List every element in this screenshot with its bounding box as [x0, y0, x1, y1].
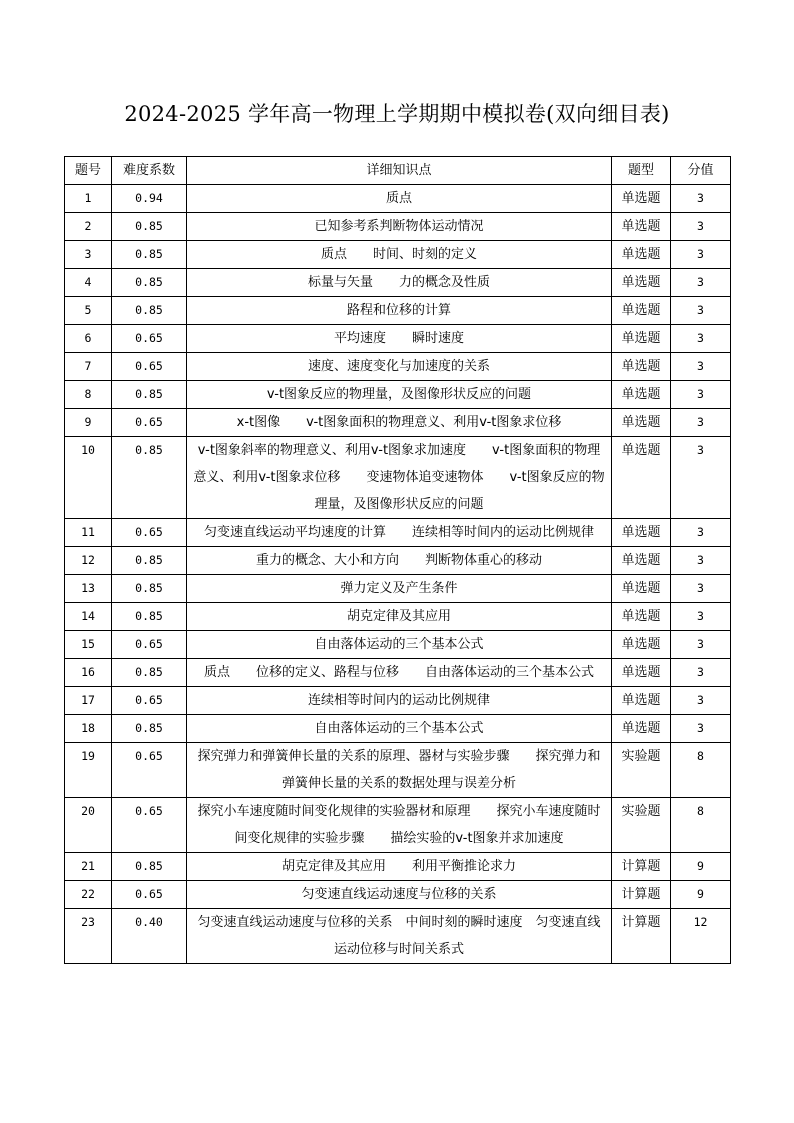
table-row: [65, 575, 731, 603]
cell-difficulty: 0.85: [112, 547, 187, 575]
cell-no: 22: [65, 881, 112, 909]
table-row: [65, 241, 731, 269]
cell-no: 23: [65, 909, 112, 964]
cell-score: 3: [671, 687, 731, 715]
cell-no: 8: [65, 381, 112, 409]
cell-type: 单选题: [612, 547, 671, 575]
cell-difficulty: 0.65: [112, 353, 187, 381]
cell-difficulty: 0.65: [112, 631, 187, 659]
cell-type: 计算题: [612, 909, 671, 964]
table-row: [65, 519, 731, 547]
cell-no: 21: [65, 853, 112, 881]
cell-detail: 弹力定义及产生条件: [187, 575, 612, 603]
table-row: [65, 325, 731, 353]
table-row: [65, 213, 731, 241]
cell-score: 8: [671, 798, 731, 853]
cell-type: 单选题: [612, 659, 671, 687]
cell-score: 9: [671, 881, 731, 909]
cell-type: 单选题: [612, 353, 671, 381]
cell-type: 单选题: [612, 213, 671, 241]
table-row: [65, 547, 731, 575]
cell-score: 3: [671, 409, 731, 437]
cell-detail: 质点: [187, 185, 612, 213]
cell-type: 单选题: [612, 325, 671, 353]
cell-no: 2: [65, 213, 112, 241]
cell-no: 18: [65, 715, 112, 743]
cell-type: 单选题: [612, 269, 671, 297]
cell-type: 单选题: [612, 519, 671, 547]
cell-detail: 质点 时间、时刻的定义: [187, 241, 612, 269]
cell-type: 单选题: [612, 437, 671, 519]
cell-score: 8: [671, 743, 731, 798]
cell-detail: 路程和位移的计算: [187, 297, 612, 325]
table-row: [65, 353, 731, 381]
cell-no: 19: [65, 743, 112, 798]
cell-detail: 质点 位移的定义、路程与位移 自由落体运动的三个基本公式: [187, 659, 612, 687]
cell-difficulty: 0.65: [112, 798, 187, 853]
cell-score: 3: [671, 353, 731, 381]
cell-type: 计算题: [612, 853, 671, 881]
cell-difficulty: 0.85: [112, 853, 187, 881]
cell-score: 3: [671, 325, 731, 353]
cell-score: 3: [671, 241, 731, 269]
cell-score: 3: [671, 437, 731, 519]
table-row: [65, 381, 731, 409]
cell-type: 实验题: [612, 798, 671, 853]
table-row: [65, 437, 731, 519]
cell-detail: 探究小车速度随时间变化规律的实验器材和原理 探究小车速度随时间变化规律的实验步骤 描绘实验的v-t图象并求加速度: [187, 798, 612, 853]
cell-difficulty: 0.65: [112, 743, 187, 798]
cell-detail: 自由落体运动的三个基本公式: [187, 631, 612, 659]
cell-detail: 标量与矢量 力的概念及性质: [187, 269, 612, 297]
cell-no: 13: [65, 575, 112, 603]
cell-no: 14: [65, 603, 112, 631]
cell-detail: 速度、速度变化与加速度的关系: [187, 353, 612, 381]
cell-detail: 胡克定律及其应用: [187, 603, 612, 631]
cell-difficulty: 0.85: [112, 603, 187, 631]
cell-score: 3: [671, 715, 731, 743]
cell-no: 20: [65, 798, 112, 853]
cell-score: 3: [671, 659, 731, 687]
cell-difficulty: 0.65: [112, 519, 187, 547]
cell-score: 3: [671, 185, 731, 213]
cell-difficulty: 0.85: [112, 213, 187, 241]
cell-type: 单选题: [612, 575, 671, 603]
table-row: [65, 743, 731, 798]
table-row: [65, 631, 731, 659]
knowledge-table: [64, 156, 731, 964]
cell-detail: 连续相等时间内的运动比例规律: [187, 687, 612, 715]
header-type: 题型: [612, 157, 671, 185]
cell-difficulty: 0.85: [112, 381, 187, 409]
cell-type: 单选题: [612, 241, 671, 269]
cell-difficulty: 0.85: [112, 437, 187, 519]
cell-no: 6: [65, 325, 112, 353]
cell-type: 单选题: [612, 603, 671, 631]
table-row: [65, 715, 731, 743]
cell-difficulty: 0.85: [112, 659, 187, 687]
header-no: 题号: [65, 157, 112, 185]
cell-detail: 匀变速直线运动速度与位移的关系: [187, 881, 612, 909]
cell-score: 3: [671, 547, 731, 575]
cell-score: 3: [671, 631, 731, 659]
table-row: [65, 603, 731, 631]
table-row: [65, 269, 731, 297]
table-row: [65, 853, 731, 881]
cell-score: 3: [671, 603, 731, 631]
cell-detail: 匀变速直线运动速度与位移的关系 中间时刻的瞬时速度 匀变速直线运动位移与时间关系式: [187, 909, 612, 964]
header-score: 分值: [671, 157, 731, 185]
cell-score: 3: [671, 213, 731, 241]
cell-difficulty: 0.65: [112, 325, 187, 353]
cell-score: 3: [671, 519, 731, 547]
cell-detail: 胡克定律及其应用 利用平衡推论求力: [187, 853, 612, 881]
cell-detail: x-t图像 v-t图象面积的物理意义、利用v-t图象求位移: [187, 409, 612, 437]
cell-detail: 自由落体运动的三个基本公式: [187, 715, 612, 743]
cell-detail: 匀变速直线运动平均速度的计算 连续相等时间内的运动比例规律: [187, 519, 612, 547]
header-difficulty: 难度系数: [112, 157, 187, 185]
cell-score: 3: [671, 381, 731, 409]
table-header-row: [65, 157, 731, 185]
cell-no: 7: [65, 353, 112, 381]
cell-type: 单选题: [612, 297, 671, 325]
cell-detail: 已知参考系判断物体运动情况: [187, 213, 612, 241]
cell-no: 5: [65, 297, 112, 325]
table-row: [65, 687, 731, 715]
cell-type: 计算题: [612, 881, 671, 909]
cell-type: 单选题: [612, 631, 671, 659]
cell-type: 单选题: [612, 715, 671, 743]
cell-detail: v-t图象反应的物理量，及图像形状反应的问题: [187, 381, 612, 409]
cell-no: 9: [65, 409, 112, 437]
cell-detail: 重力的概念、大小和方向 判断物体重心的移动: [187, 547, 612, 575]
cell-difficulty: 0.65: [112, 409, 187, 437]
cell-difficulty: 0.94: [112, 185, 187, 213]
cell-no: 10: [65, 437, 112, 519]
table-row: [65, 409, 731, 437]
table-row: [65, 185, 731, 213]
cell-difficulty: 0.40: [112, 909, 187, 964]
cell-type: 单选题: [612, 687, 671, 715]
cell-difficulty: 0.65: [112, 687, 187, 715]
cell-no: 1: [65, 185, 112, 213]
cell-difficulty: 0.85: [112, 241, 187, 269]
cell-difficulty: 0.85: [112, 297, 187, 325]
cell-no: 12: [65, 547, 112, 575]
cell-no: 3: [65, 241, 112, 269]
table-row: [65, 881, 731, 909]
table-row: [65, 909, 731, 964]
cell-type: 实验题: [612, 743, 671, 798]
cell-no: 16: [65, 659, 112, 687]
cell-score: 3: [671, 269, 731, 297]
cell-difficulty: 0.85: [112, 575, 187, 603]
cell-score: 3: [671, 297, 731, 325]
table-row: [65, 798, 731, 853]
table-row: [65, 297, 731, 325]
cell-no: 15: [65, 631, 112, 659]
cell-detail: v-t图象斜率的物理意义、利用v-t图象求加速度 v-t图象面积的物理意义、利用v-t图象求位移 变速物体追变速物体 v-t图象反应的物理量，及图像形状反应的问题: [187, 437, 612, 519]
cell-score: 12: [671, 909, 731, 964]
cell-difficulty: 0.85: [112, 715, 187, 743]
header-detail: 详细知识点: [187, 157, 612, 185]
cell-type: 单选题: [612, 409, 671, 437]
cell-no: 11: [65, 519, 112, 547]
cell-type: 单选题: [612, 381, 671, 409]
cell-detail: 平均速度 瞬时速度: [187, 325, 612, 353]
cell-detail: 探究弹力和弹簧伸长量的关系的原理、器材与实验步骤 探究弹力和弹簧伸长量的关系的数据处理与误差分析: [187, 743, 612, 798]
cell-difficulty: 0.85: [112, 269, 187, 297]
cell-score: 3: [671, 575, 731, 603]
page-title: 2024-2025 学年高一物理上学期期中模拟卷(双向细目表): [124, 102, 670, 126]
cell-score: 9: [671, 853, 731, 881]
cell-no: 4: [65, 269, 112, 297]
table-row: [65, 659, 731, 687]
cell-type: 单选题: [612, 185, 671, 213]
cell-no: 17: [65, 687, 112, 715]
cell-difficulty: 0.65: [112, 881, 187, 909]
